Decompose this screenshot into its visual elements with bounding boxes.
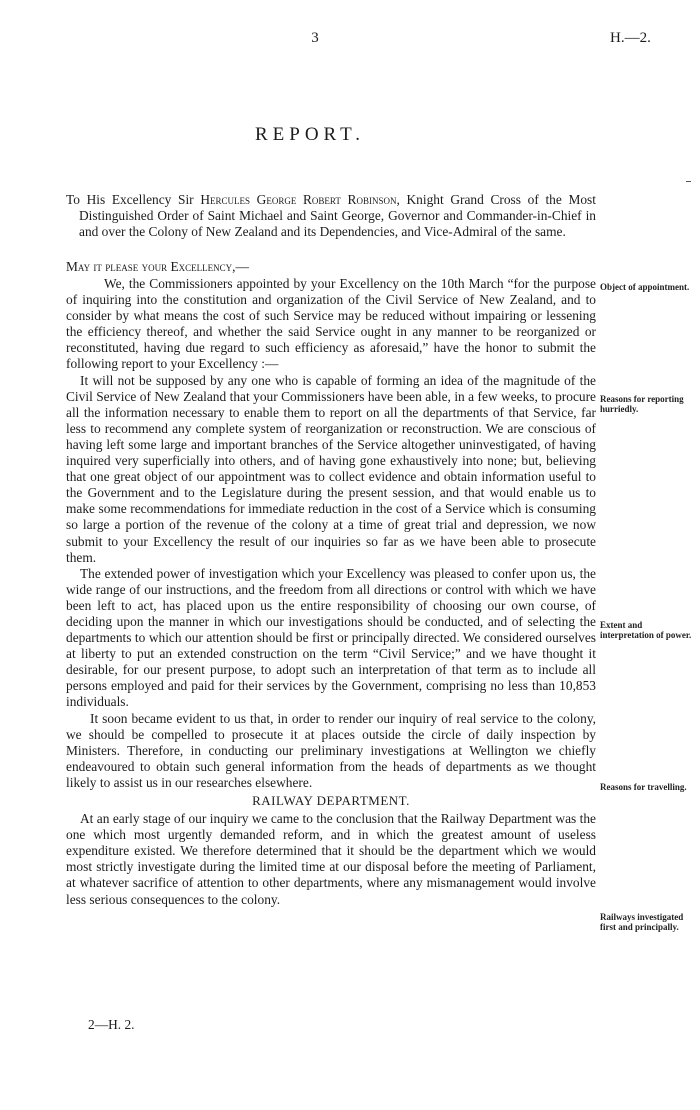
margin-note-travelling: Reasons for travelling.	[600, 782, 687, 792]
section-heading: RAILWAY DEPARTMENT.	[252, 793, 410, 808]
address-block	[66, 192, 596, 240]
paragraph-3: The extended power of investigation which your Excellency was pleased to confer upon us, the wide range of our instructions, and the freedom from all directions or control with which we have been left to act, has placed upon us the entire responsibility of choosing our own course, of deciding upon the manner in which our investigations should be conducted, and of selecting the departments to which our attention should be first or principally directed. We considered ourselves at liberty to put an extended construction on the term “Civil Service;” and we have thought it desirable, for our present purpose, to adopt such an interpretation of that term as to include all persons employed and paid for their services by the Government, comprising no less than 10,853 individuals.	[66, 565, 596, 710]
margin-note-railways: Railways investigated first and principally.	[600, 912, 684, 932]
page-number: 3	[311, 30, 319, 46]
address-rest: , Knight Grand Cross of the Most Distinguished Order of Saint Michael and Saint George, Governor and Commander-in-Chief in and over the Colony of New Zealand and its Dependencies, and Vice-Admiral of the same.	[79, 192, 596, 240]
paragraph-2: It will not be supposed by any one who is capable of forming an idea of the magnitude of the Civil Service of New Zealand that your Commissioners have been able, in a few weeks, to procure all the information necessary to enable them to report on all the departments of that Service, far less to recommend any complete system of reorganization or reconstruction. We are conscious of having left some large and important branches of the Service altogether uninvestigated, of having inquired very superficially into others, and of having gone exhaustively into none; but, believing that one great object of our appointment was to collect evidence and obtain information useful to the Government and to the Legislature during the present session, and that would enable us to make some recommendations for immediate reduction in the cost of a Service which is consuming so large a portion of the revenue of the colony at a time of great trial and depression, we now submit to your Excellency the result of our inquiries so far as we have been able to prosecute them.	[66, 372, 596, 565]
margin-note-object: Object of appointment.	[600, 282, 690, 292]
report-body	[66, 276, 596, 908]
signature-mark: 2—H. 2.	[88, 1017, 135, 1032]
address-to: To His Excellency Sir	[66, 192, 194, 207]
paragraph-4: It soon became evident to us that, in order to render our inquiry of real service to the colony, we should be compelled to prosecute it at places outside the circle of daily inspection by Ministers. Therefore, in conducting our preliminary investigations at Wellington we chiefly endeavoured to obtain such general information from the heads of departments as we thought likely to assist us in our researches elsewhere.	[66, 710, 596, 790]
address-name: Hercules George Robert Robinson	[200, 192, 397, 207]
margin-note-extent: Extent and interpretation of power.	[600, 620, 692, 640]
section-paragraph: At an early stage of our inquiry we came to the conclusion that the Railway Department was the one which most urgently demanded reform, and in which the greatest amount of useless expenditure existed. We therefore determined that it should be the department which we would most strictly investigate during the limited time at our disposal before the meeting of Parliament, at whatever sacrifice of attention to other departments, where any mismanagement would involve less serious consequences to the colony.	[66, 811, 596, 907]
margin-note-reasons-reporting: Reasons for reporting hurriedly.	[600, 394, 684, 414]
paragraph-1: We, the Commissioners appointed by your Excellency on the 10th March “for the purpose of inquiring into the constitution and organization of the Civil Service of New Zealand, and to consider by what means the cost of such Service may be reduced without impairing or lessening the efficiency thereof, and whether the said Service ought in any manner to be reorganized or reconstituted, having due regard to such efficiency as aforesaid,” have the honor to submit the following report to your Excellency :—	[66, 276, 596, 372]
document-reference: H.—2.	[610, 30, 651, 46]
salutation: May it please your Excellency,—	[66, 259, 249, 274]
report-title: REPORT.	[254, 124, 366, 145]
scan-tick-mark	[686, 181, 691, 182]
